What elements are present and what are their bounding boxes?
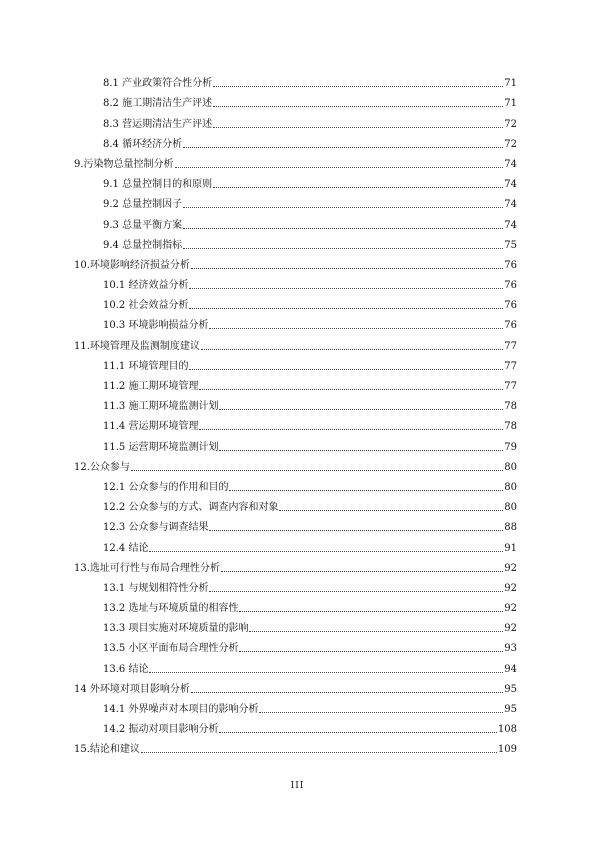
toc-entry-page: 74 [504,199,517,211]
toc-chapter-entry[interactable] [74,454,517,474]
toc-entry-page: 77 [504,340,517,352]
dot-leader [183,228,503,229]
dot-leader [221,571,503,572]
toc-entry-page: 76 [504,280,517,292]
toc-section-entry[interactable] [74,373,517,393]
toc-section-entry[interactable] [74,655,517,675]
toc-entry-page: 92 [504,603,517,615]
dot-leader [209,328,503,329]
toc-entry-page: 79 [504,441,517,453]
dot-leader [199,429,503,430]
toc-entry-page: 75 [504,239,517,251]
dot-leader [183,207,503,208]
toc-entry-page: 78 [504,421,517,433]
toc-entry-page: 72 [504,138,517,150]
toc-entry-page: 78 [504,401,517,413]
toc-chapter-entry[interactable] [74,332,517,352]
dot-leader [219,732,496,733]
toc-section-entry[interactable] [74,232,517,252]
toc-entry-page: 92 [504,623,517,635]
toc-section-entry[interactable] [74,635,517,655]
toc-section-entry[interactable] [74,534,517,554]
dot-leader [239,611,503,612]
toc-entry-page: 74 [504,219,517,231]
toc-entry-page: 108 [497,724,517,736]
toc-section-entry[interactable] [74,292,517,312]
dot-leader [189,369,503,370]
toc-entry-title: 15.结论和建议 [74,744,140,756]
toc-entry-page: 91 [504,542,517,554]
toc-entry-title: 14.2 振动对项目影响分析 [103,724,219,736]
dot-leader [149,551,503,552]
dot-leader [189,288,503,289]
toc-entry-title: 11.4 营运期环境管理 [103,421,199,433]
toc-entry-title: 13.3 项目实施对环境质量的影响 [103,623,249,635]
toc-entry-title: 13.1 与规划相符性分析 [103,582,209,594]
toc-entry-title: 10.3 环境影响损益分析 [103,320,209,332]
dot-leader [191,692,503,693]
toc-entry-page: 71 [504,98,517,110]
toc-section-entry[interactable] [74,696,517,716]
toc-entry-page: 72 [504,118,517,130]
toc-chapter-entry[interactable] [74,676,517,696]
toc-entry-title: 12.3 公众参与调查结果 [103,522,209,534]
toc-entry-page: 76 [504,259,517,271]
toc-entry-title: 14 外环境对项目影响分析 [74,683,190,695]
dot-leader [209,591,503,592]
toc-section-entry[interactable] [74,433,517,453]
toc-entry-title: 13.2 选址与环境质量的相容性 [103,603,239,615]
toc-section-entry[interactable] [74,494,517,514]
toc-section-entry[interactable] [74,191,517,211]
toc-entry-page: 109 [497,744,517,756]
page-number: III [290,781,305,791]
toc-entry-title: 13.5 小区平面布局合理性分析 [103,643,239,655]
toc-entry-page: 95 [504,683,517,695]
toc-entry-title: 12.2 公众参与的方式、调查内容和对象 [103,502,279,514]
toc-chapter-entry[interactable] [74,555,517,575]
toc-entry-page: 80 [504,502,517,514]
toc-entry-title: 8.1 产业政策符合性分析 [103,78,213,90]
toc-section-entry[interactable] [74,615,517,635]
toc-entry-title: 10.环境影响经济损益分析 [74,259,190,271]
dot-leader [239,651,503,652]
toc-entry-title: 9.4 总量控制指标 [103,239,183,251]
toc-entry-title: 13.6 结论 [103,663,149,675]
toc-section-entry[interactable] [74,716,517,736]
dot-leader [213,106,503,107]
toc-entry-title: 9.3 总量平衡方案 [103,219,183,231]
toc-entry-title: 8.2 施工期清洁生产评述 [103,98,213,110]
dot-leader [259,712,503,713]
toc-section-entry[interactable] [74,211,517,231]
toc-section-entry[interactable] [74,110,517,130]
toc-entry-title: 8.3 营运期清洁生产评述 [103,118,213,130]
toc-section-entry[interactable] [74,514,517,534]
toc-entry-page: 95 [504,704,517,715]
toc-entry-title: 13.选址可行性与布局合理性分析 [74,562,220,574]
toc-entry-page: 74 [504,179,517,191]
toc-entry-title: 9.污染物总量控制分析 [74,158,174,170]
toc-entry-title: 11.2 施工期环境管理 [103,381,199,392]
dot-leader [213,127,503,128]
toc-entry-title: 12.公众参与 [74,461,130,473]
toc-entry-title: 12.4 结论 [103,542,149,554]
dot-leader [209,530,503,531]
dot-leader [131,470,503,471]
toc-section-entry[interactable] [74,131,517,151]
toc-entry-page: 93 [504,643,517,655]
toc-entry-title: 14.1 外界噪声对本项目的影响分析 [103,704,259,715]
dot-leader [175,167,504,168]
toc-section-entry[interactable] [74,474,517,494]
toc-entry-page: 88 [504,522,517,534]
toc-entry-page: 76 [504,320,517,332]
toc-entry-page: 80 [504,481,517,493]
dot-leader [213,86,503,87]
toc-entry-title: 11.3 施工期环境监测计划 [103,401,219,413]
toc-section-entry[interactable] [74,575,517,595]
dot-leader [219,450,503,451]
dot-leader [183,147,503,148]
dot-leader [189,308,503,309]
toc-chapter-entry[interactable] [74,151,517,171]
toc-section-entry[interactable] [74,70,517,90]
toc-entry-page: 74 [504,158,517,170]
toc-entry-title: 10.2 社会效益分析 [103,300,189,312]
toc-entry-page: 77 [504,360,517,372]
toc-entry-page: 94 [504,663,517,675]
toc-entry-page: 76 [504,300,517,312]
toc-entry-page: 92 [504,562,517,574]
toc-chapter-entry[interactable] [74,736,517,756]
toc-section-entry[interactable] [74,171,517,191]
toc-section-entry[interactable] [74,595,517,615]
toc-entry-title: 11.1 环境管理目的 [103,360,189,372]
dot-leader [201,349,503,350]
toc-section-entry[interactable] [74,272,517,292]
dot-leader [149,672,503,673]
toc-chapter-entry[interactable] [74,252,517,272]
toc-entry-title: 9.1 总量控制目的和原则 [103,179,213,191]
toc-entry-page: 77 [504,381,517,392]
toc-section-entry[interactable] [74,312,517,332]
dot-leader [279,510,503,511]
toc-entry-title: 10.1 经济效益分析 [103,280,189,292]
toc-entry-title: 9.2 总量控制因子 [103,199,183,211]
toc-entry-page: 92 [504,582,517,594]
toc-entry-page: 71 [504,78,517,90]
dot-leader [249,631,503,632]
toc-section-entry[interactable] [74,90,517,110]
dot-leader [213,187,503,188]
toc-entry-title: 11.环境管理及监测制度建议 [74,340,200,352]
toc-section-entry[interactable] [74,413,517,433]
toc-section-entry[interactable] [74,393,517,413]
dot-leader [199,389,503,390]
toc-entry-title: 11.5 运营期环境监测计划 [103,441,219,453]
table-of-contents [74,70,517,756]
dot-leader [183,248,503,249]
toc-entry-title: 8.4 循环经济分析 [103,138,183,150]
dot-leader [191,268,503,269]
dot-leader [141,752,497,753]
toc-section-entry[interactable] [74,353,517,373]
toc-entry-page: 80 [504,461,517,473]
dot-leader [219,409,503,410]
dot-leader [229,490,503,491]
toc-entry-title: 12.1 公众参与的作用和目的 [103,481,229,493]
